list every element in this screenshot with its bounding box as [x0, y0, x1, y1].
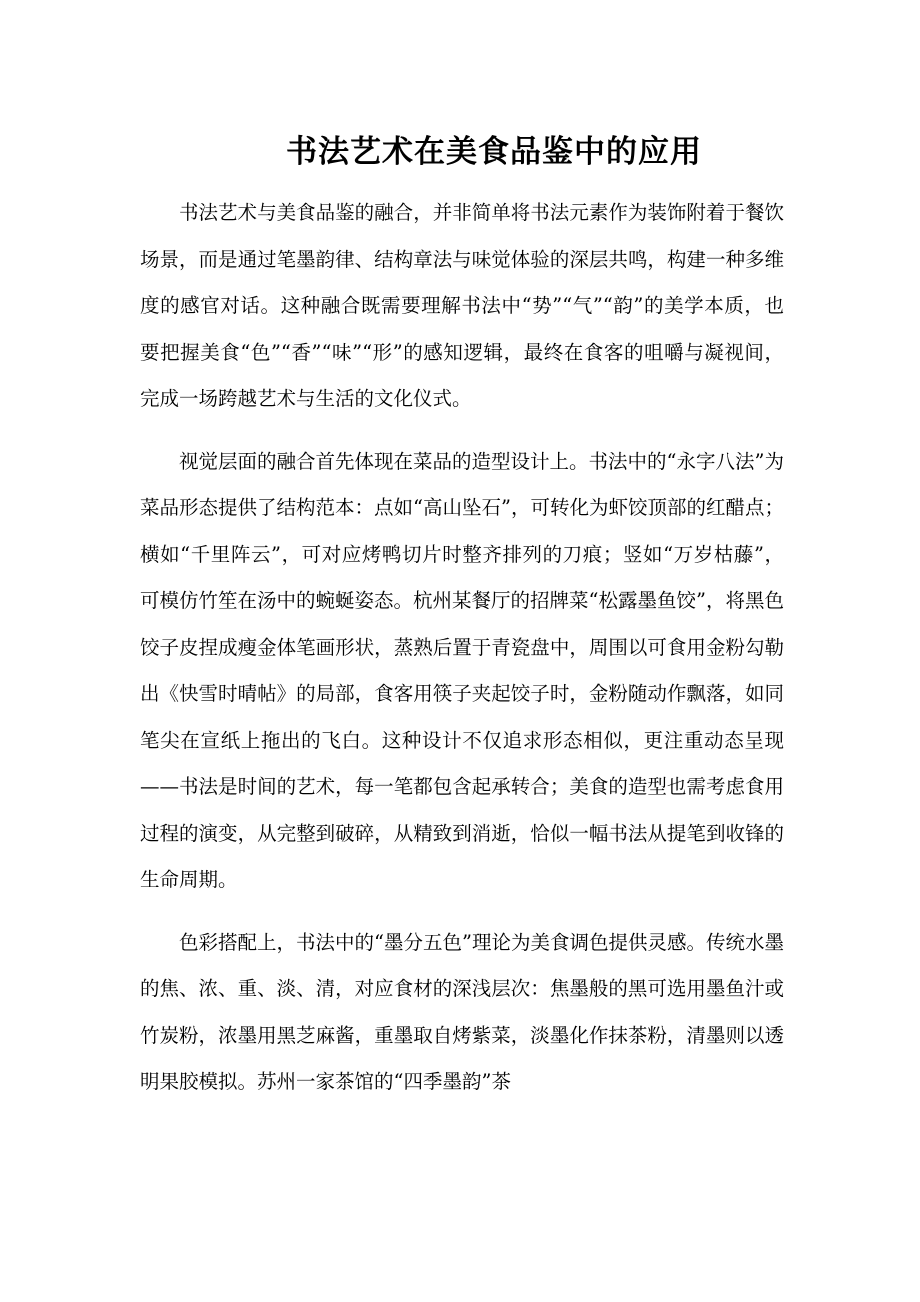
- document-body: [140, 190, 784, 1122]
- document-title: 书法艺术在美食品鉴中的应用: [286, 134, 702, 170]
- paragraph-3: 色彩搭配上，书法中的“墨分五色”理论为美食调色提供灵感。传统水墨的焦、浓、重、淡、清，对应食材的深浅层次：焦墨般的黑可选用墨鱼汁或竹炭粉，浓墨用黑芝麻酱，重墨取自烤紫菜，淡墨化作抹茶粉，清墨则以透明果胶模拟。苏州一家茶馆的“四季墨韵”茶: [140, 930, 784, 1093]
- paragraph-1: 书法艺术与美食品鉴的融合，并非简单将书法元素作为装饰附着于餐饮场景，而是通过笔墨韵律、结构章法与味觉体验的深层共鸣，构建一种多维度的感官对话。这种融合既需要理解书法中“势”“气”“韵”的美学本质，也要把握美食“色”“香”“味”“形”的感知逻辑，最终在食客的咀嚼与凝视间，完成一场跨越艺术与生活的文化仪式。: [140, 201, 784, 410]
- paragraph-2: 视觉层面的融合首先体现在菜品的造型设计上。书法中的“永字八法”为菜品形态提供了结构范本：点如“高山坠石”，可转化为虾饺顶部的红醋点；横如“千里阵云”，可对应烤鸭切片时整齐排列的刀痕；竖如“万岁枯藤”，可模仿竹笙在汤中的蜿蜒姿态。杭州某餐厅的招牌菜“松露墨鱼饺”，将黑色饺子皮捏成瘦金体笔画形状，蒸熟后置于青瓷盘中，周围以可食用金粉勾勒出《快雪时晴帖》的局部，食客用筷子夹起饺子时，金粉随动作飘落，如同笔尖在宣纸上拖出的飞白。这种设计不仅追求形态相似，更注重动态呈现——书法是时间的艺术，每一笔都包含起承转合；美食的造型也需考虑食用过程的演变，从完整到破碎，从精致到消逝，恰似一幅书法从提笔到收锋的生命周期。: [140, 449, 784, 891]
